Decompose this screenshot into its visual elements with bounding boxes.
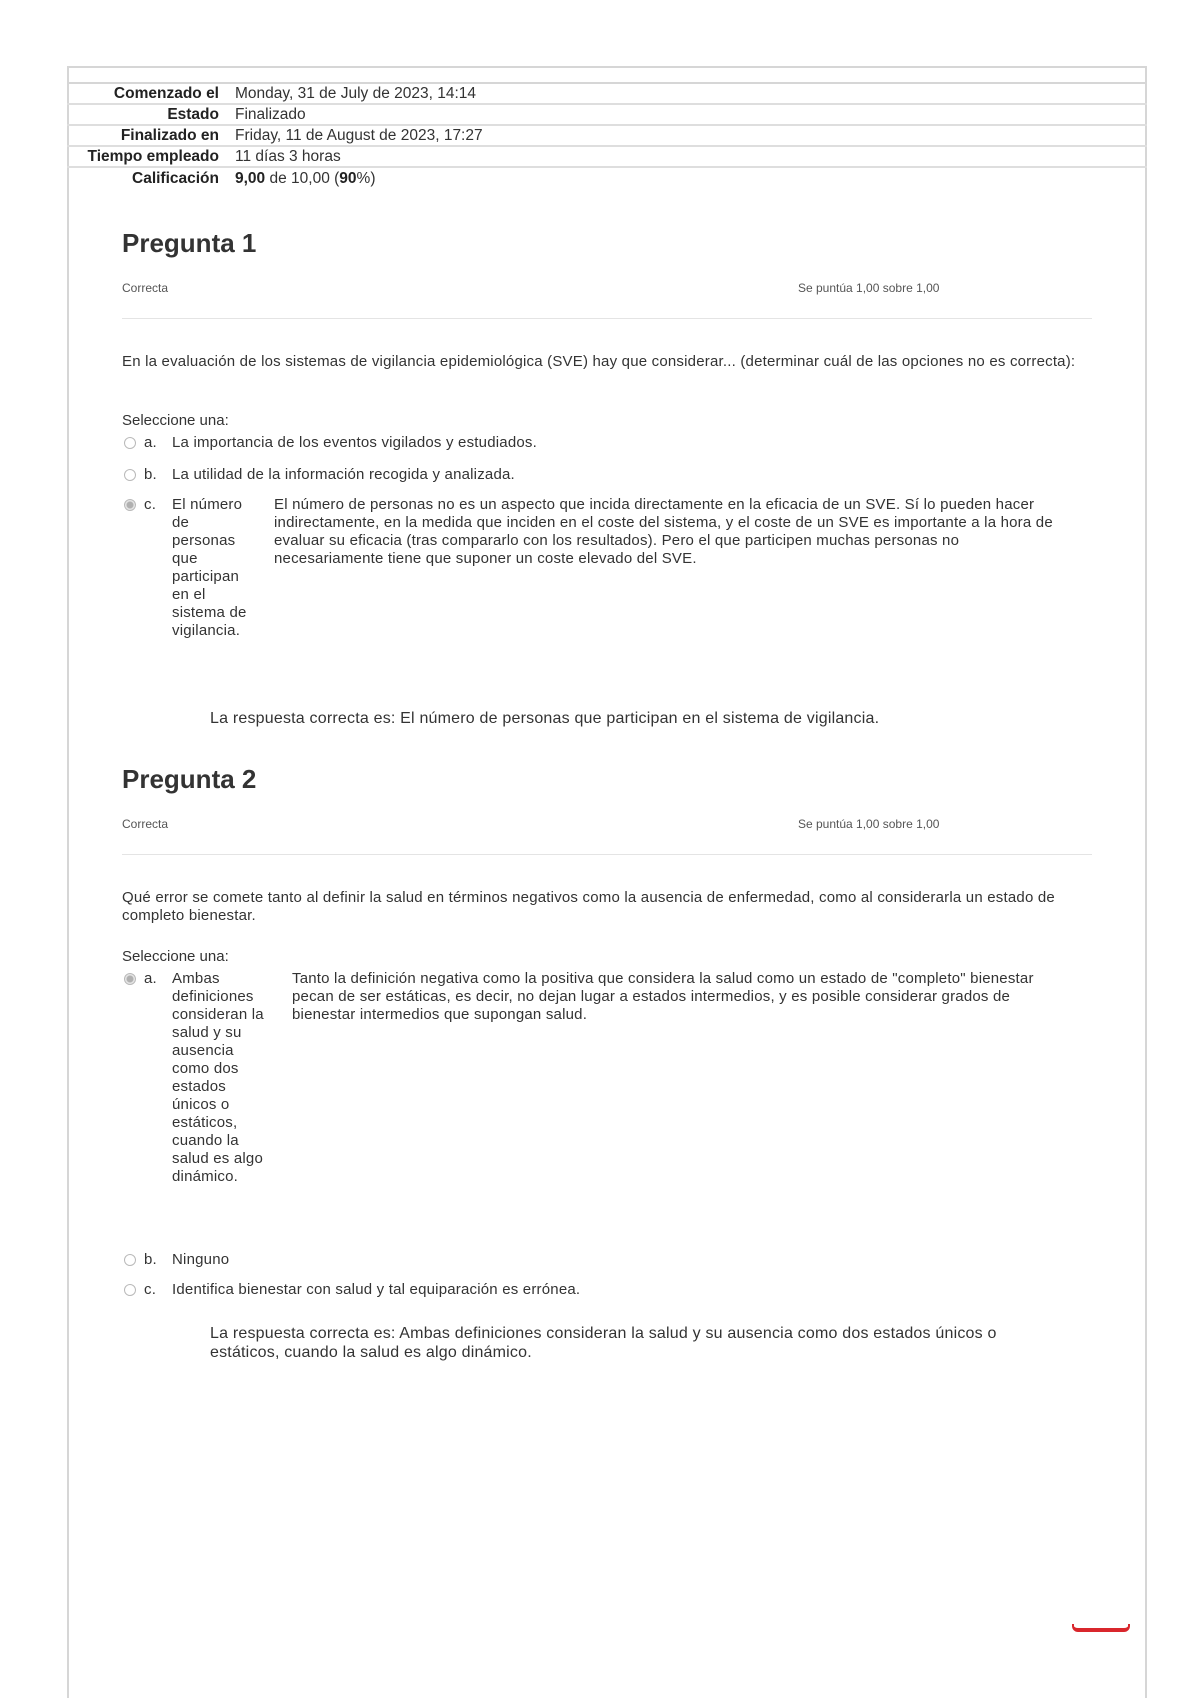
answer-option-c[interactable] xyxy=(122,496,1082,686)
option-text: La importancia de los eventos vigilados y estudiados. xyxy=(172,434,537,451)
summary-row-grade xyxy=(67,168,1147,189)
option-letter: b. xyxy=(144,1251,157,1268)
radio-button[interactable] xyxy=(124,1284,136,1296)
option-text: La utilidad de la información recogida y analizada. xyxy=(172,466,515,483)
option-letter: c. xyxy=(144,1281,157,1298)
question-title: Pregunta 1 xyxy=(122,228,257,258)
option-text: Ambas definiciones consideran la salud y su ausencia como dos estados únicos o estáticos, cuando la salud es algo dinámico. xyxy=(172,970,264,1185)
radio-button-selected[interactable] xyxy=(124,973,136,985)
summary-value: Monday, 31 de July de 2023, 14:14 xyxy=(235,84,476,102)
grade-score: 9,00 xyxy=(235,169,266,187)
summary-label: Tiempo empleado xyxy=(87,147,219,165)
question-info xyxy=(122,817,1092,837)
question-grade: Se puntúa 1,00 sobre 1,00 xyxy=(798,281,940,295)
summary-value xyxy=(235,170,375,188)
option-letter: a. xyxy=(144,970,157,987)
summary-value: 11 días 3 horas xyxy=(235,147,341,165)
grade-percent-sign: %) xyxy=(356,169,376,187)
summary-row-time-taken xyxy=(67,147,1147,168)
summary-label: Finalizado en xyxy=(120,126,219,144)
option-letter: b. xyxy=(144,466,157,483)
summary-label: Estado xyxy=(167,105,219,123)
page-corner-mark xyxy=(1072,1624,1130,1632)
option-feedback: Tanto la definición negativa como la positiva que considera la salud como un estado de "completo" bienestar pecan de ser estáticas, es decir, no dejan lugar a estados intermedios, y es posible considerar grados de bienestar intermedios que supongan salud. xyxy=(292,970,1034,1023)
question-title: Pregunta 2 xyxy=(122,764,257,794)
right-answer: La respuesta correcta es: El número de personas que participan en el sistema de vigilancia. xyxy=(210,710,880,727)
question-text: En la evaluación de los sistemas de vigilancia epidemiológica (SVE) hay que considerar... (determinar cuál de las opciones no es correcta): xyxy=(122,353,1076,370)
radio-button[interactable] xyxy=(124,437,136,449)
question-grade: Se puntúa 1,00 sobre 1,00 xyxy=(798,817,940,831)
summary-value: Friday, 11 de August de 2023, 17:27 xyxy=(235,126,483,144)
select-prompt: Seleccione una: xyxy=(122,948,229,965)
select-prompt: Seleccione una: xyxy=(122,412,229,429)
summary-value: Finalizado xyxy=(235,105,306,123)
answer-option-a[interactable] xyxy=(122,970,1082,1230)
option-text: Identifica bienestar con salud y tal equiparación es errónea. xyxy=(172,1281,581,1298)
question-state: Correcta xyxy=(122,281,169,295)
summary-row-finished xyxy=(67,126,1147,147)
page-frame xyxy=(67,66,1147,1698)
question-state: Correcta xyxy=(122,817,169,831)
radio-button[interactable] xyxy=(124,469,136,481)
summary-row-started xyxy=(67,84,1147,105)
divider xyxy=(122,318,1092,319)
grade-percent: 90 xyxy=(339,169,357,187)
question-1 xyxy=(122,228,1092,727)
divider xyxy=(122,854,1092,855)
option-letter: a. xyxy=(144,434,157,451)
question-2 xyxy=(122,764,1092,1361)
grade-out-of: de 10,00 ( xyxy=(265,169,340,187)
right-answer: La respuesta correcta es: Ambas definiciones consideran la salud y su ausencia como dos estados únicos o estáticos, cuando la salud es algo dinámico. xyxy=(210,1325,997,1361)
summary-row-state xyxy=(67,105,1147,126)
option-feedback: El número de personas no es un aspecto que incida directamente en la eficacia de un SVE. Sí lo pueden hacer indirectamente, en la medida que inciden en el coste del sistema, y el coste de un SVE es importante a la hora de evaluar su eficacia (tras compararlo con los resultados). Pero el que participen muchas personas no necesariamente tiene que suponer un coste elevado del SVE. xyxy=(274,496,1053,567)
summary-label: Comenzado el xyxy=(113,84,219,102)
radio-button-selected[interactable] xyxy=(124,499,136,511)
option-text: Ninguno xyxy=(172,1251,230,1268)
option-letter: c. xyxy=(144,496,157,513)
radio-button[interactable] xyxy=(124,1254,136,1266)
question-text: Qué error se comete tanto al definir la salud en términos negativos como la ausencia de enfermedad, como al considerarla un estado de completo bienestar. xyxy=(122,889,1055,924)
header-band xyxy=(67,66,1147,84)
option-text: El número de personas que participan en el sistema de vigilancia. xyxy=(172,496,247,639)
attempt-summary-table xyxy=(67,84,1147,189)
summary-label: Calificación xyxy=(132,169,219,187)
question-info xyxy=(122,281,1092,301)
